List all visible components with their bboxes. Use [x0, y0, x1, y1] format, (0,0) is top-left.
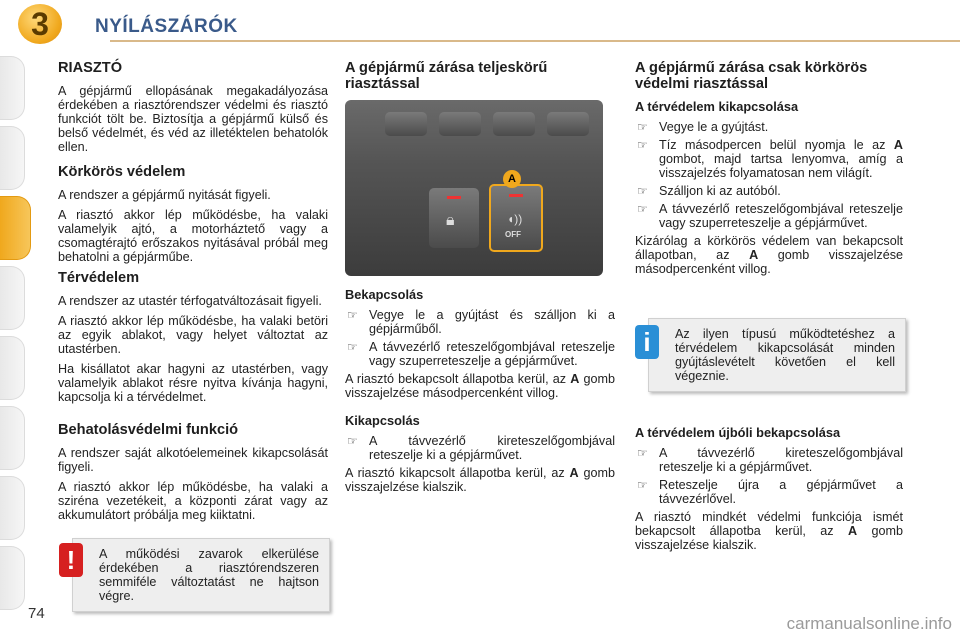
activation-result — [345, 372, 615, 400]
page-header — [0, 0, 960, 46]
dashboard-buttons-photo — [345, 100, 603, 276]
chapter-side-tabs — [0, 56, 34, 616]
volumetric-text-3: Ha kisállatot akar hagyni az utastérben, vagy valamelyik ablakot résre nyitva kívánja hagyni, kapcsolja ki a térvédelmet. — [58, 362, 328, 404]
perimeter-text-2: A riasztó akkor lép működésbe, ha valaki valamelyik ajtó, a motorháztető vagy a csomagtérajtó erőszakos nyitásával próbál meg behatolni a gépjárműbe. — [58, 208, 328, 264]
neutral-result-pre: Kizárólag a körkörös védelem van bekapcsolt állapotban, az — [635, 234, 903, 262]
photo-button-ac — [547, 112, 589, 136]
reactivation-result-button: A — [847, 524, 858, 538]
side-tab-1[interactable] — [0, 56, 25, 120]
page-number: 74 — [28, 605, 45, 622]
activation-title: Bekapcsolás — [345, 287, 424, 302]
photo-button-defrost — [385, 112, 427, 136]
deactivation-result — [345, 466, 615, 494]
padlock-icon: 🔒︎ — [446, 212, 455, 229]
info-note-text: Az ilyen típusú működtetéshez a térvédelem kikapcsolását minden gyújtáslevételt követően el kell végeznie. — [675, 327, 895, 383]
photo-callout-a: A — [503, 170, 521, 188]
deactivation-result-button: A — [569, 466, 579, 480]
side-tab-7[interactable] — [0, 476, 25, 540]
neutral-result-post: gomb visszajelzése másodpercenként villog. — [635, 248, 903, 276]
header-divider — [110, 40, 960, 42]
perimeter-only-title: A gépjármű zárása csak körkörös védelmi riasztással — [635, 60, 868, 92]
volumetric-text-1: A rendszer az utastér térfogatváltozásait figyeli. — [58, 294, 322, 308]
column-full-alarm — [345, 60, 615, 500]
deactivation-result-post: gomb visszajelzése kialszik. — [345, 466, 615, 494]
chapter-badge — [0, 0, 100, 46]
antitamper-text-2: A riasztó akkor lép működésbe, ha valaki a sziréna vezetékeit, a központi zárat vagy az akkumulátort próbálja meg kiiktatni. — [58, 480, 328, 522]
column-alarm — [58, 60, 328, 528]
reactivation-result-post: gomb visszajelzése kialszik. — [635, 524, 903, 552]
side-tab-5[interactable] — [0, 336, 25, 400]
neutral-step-2 — [635, 138, 903, 180]
chapter-title: NYÍLÁSZÁRÓK — [95, 16, 238, 37]
reactivation-result — [635, 510, 903, 552]
warning-icon: ! — [59, 543, 83, 577]
reactivation-step-1: ☞ A távvezérlő kireteszelőgombjával reteszelje ki a gépjárművet. — [635, 446, 903, 474]
reactivation-title: A térvédelem újbóli bekapcsolása — [635, 425, 841, 440]
column-perimeter-only — [635, 60, 903, 282]
photo-button-fan — [439, 112, 481, 136]
side-tab-3-active[interactable] — [0, 196, 31, 260]
side-tab-4[interactable] — [0, 266, 25, 330]
chapter-number: 3 — [18, 4, 62, 44]
activation-step-1: ☞ Vegye le a gyújtást és szálljon ki a gépjárműből. — [345, 308, 615, 336]
warning-note-text: A működési zavarok elkerülése érdekében a riasztórendszeren semmiféle változtatást ne hajtson végre. — [99, 547, 319, 603]
neutral-step-2-post: gombot, majd tartsa lenyomva, amíg a visszajelzés folyamatosan nem világít. — [659, 152, 903, 180]
alarm-off-label: OFF — [505, 230, 521, 239]
deactivation-step-1: ☞ A távvezérlő kireteszelőgombjával reteszelje ki a gépjárművet. — [345, 434, 615, 462]
volumetric-text-2: A riasztó akkor lép működésbe, ha valaki betöri az egyik ablakot, vagy helyet változtat az utastérben. — [58, 314, 328, 356]
warning-note — [66, 538, 330, 612]
perimeter-title: Körkörös védelem — [58, 164, 186, 180]
alarm-led — [509, 194, 523, 197]
activation-step-2: ☞ A távvezérlő reteszelőgombjával reteszelje vagy szuperreteszelje a gépjárművet. — [345, 340, 615, 368]
deactivation-title: Kikapcsolás — [345, 413, 420, 428]
neutral-step-1: ☞ Vegye le a gyújtást. — [635, 120, 903, 134]
antitamper-title: Behatolásvédelmi funkció — [58, 422, 239, 438]
info-note — [643, 318, 906, 392]
neutral-step-2-button: A — [893, 138, 903, 152]
lock-led — [447, 196, 461, 199]
neutral-step-2-pre: Tíz másodpercen belül nyomja le az — [659, 138, 894, 152]
neutral-result-button: A — [749, 248, 759, 262]
full-alarm-title: A gépjármű zárása teljeskörű riasztással — [345, 60, 548, 92]
volumetric-title: Térvédelem — [58, 270, 140, 286]
antitamper-text-1: A rendszer saját alkotóelemeinek kikapcsolását figyeli. — [58, 446, 328, 474]
deactivation-result-pre: A riasztó kikapcsolt állapotba kerül, az — [345, 466, 570, 480]
alarm-intro: A gépjármű ellopásának megakadályozása érdekében a riasztórendszer védelmi és riasztó funkciót tölt be. Biztosítja a gépjármű külső és belső védelmét, és véd az illetéktelen behatolók ellen. — [58, 84, 328, 154]
activation-result-pre: A riasztó bekapcsolt állapotba kerül, az — [345, 372, 571, 386]
reactivation-step-2: ☞ Reteszelje újra a gépjárművet a távvezérlővel. — [635, 478, 903, 506]
photo-button-lock — [429, 188, 479, 248]
perimeter-text-1: A rendszer a gépjármű nyitását figyeli. — [58, 188, 271, 202]
photo-button-recirc — [493, 112, 535, 136]
side-tab-8[interactable] — [0, 546, 25, 610]
info-icon: i — [635, 325, 659, 359]
neutral-title: A térvédelem kikapcsolása — [635, 99, 799, 114]
alarm-wave-icon: ◖)) — [507, 212, 523, 226]
neutral-step-4: ☞ A távvezérlő reteszelőgombjával reteszelje vagy szuperreteszelje a gépjárművet. — [635, 202, 903, 230]
watermark: carmanualsonline.info — [786, 614, 952, 633]
side-tab-6[interactable] — [0, 406, 25, 470]
activation-result-button: A — [570, 372, 580, 386]
photo-button-alarm-off — [489, 184, 543, 252]
alarm-title: RIASZTÓ — [58, 60, 123, 76]
side-tab-2[interactable] — [0, 126, 25, 190]
reactivation-result-pre: A riasztó mindkét védelmi funkciója ismét bekapcsolt állapotba kerül, az — [635, 510, 903, 538]
neutral-result — [635, 234, 903, 276]
reactivation-section — [635, 426, 903, 558]
neutral-step-3: ☞ Szálljon ki az autóból. — [635, 184, 903, 198]
activation-result-post: gomb visszajelzése másodpercenként villog. — [345, 372, 615, 400]
